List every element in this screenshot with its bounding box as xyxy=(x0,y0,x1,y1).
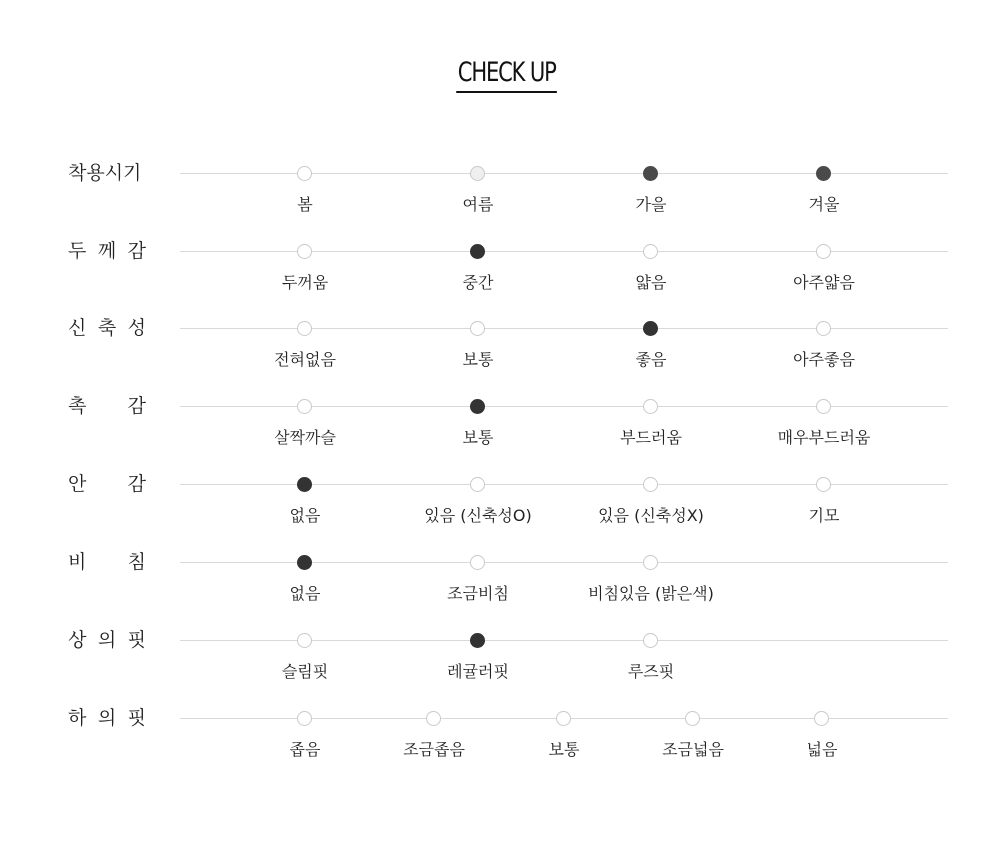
option-label: 좋음 xyxy=(635,350,667,369)
radio-dot[interactable] xyxy=(470,166,485,181)
row-label-char: 하 xyxy=(68,707,87,729)
radio-dot-selected[interactable] xyxy=(470,633,485,648)
option-label: 가을 xyxy=(635,195,667,214)
option-label: 전혀없음 xyxy=(274,350,336,369)
row-label-char: 성 xyxy=(127,317,146,339)
scale-track xyxy=(180,173,948,174)
scale-track xyxy=(180,562,948,563)
option-label: 없음 xyxy=(289,584,321,603)
row-label-char: 축 xyxy=(97,317,117,339)
row-label-char: 상 xyxy=(68,629,87,651)
option-label: 아주좋음 xyxy=(793,350,855,369)
radio-dot[interactable] xyxy=(470,477,485,492)
radio-dot-selected[interactable] xyxy=(297,555,312,570)
option-label: 조금넓음 xyxy=(662,740,724,759)
row-label-char: 핏 xyxy=(127,707,146,729)
row-bottom-fit xyxy=(0,707,1000,778)
option-label: 여름 xyxy=(462,195,494,214)
radio-dot[interactable] xyxy=(297,321,312,336)
row-label xyxy=(68,240,146,262)
radio-dot-selected[interactable] xyxy=(470,399,485,414)
row-label xyxy=(68,629,146,651)
row-label xyxy=(68,317,146,339)
option-label: 살짝까슬 xyxy=(274,428,336,447)
row-label-char: 침 xyxy=(127,551,146,573)
radio-dot[interactable] xyxy=(816,477,831,492)
radio-dot-selected[interactable] xyxy=(643,166,658,181)
radio-dot[interactable] xyxy=(643,555,658,570)
row-label-char: 신 xyxy=(68,317,87,339)
radio-dot[interactable] xyxy=(297,399,312,414)
radio-dot[interactable] xyxy=(297,244,312,259)
row-label-char: 촉 xyxy=(68,395,87,417)
radio-dot[interactable] xyxy=(816,321,831,336)
row-label-char: 안 xyxy=(68,473,87,495)
row-label-char: 두 xyxy=(68,240,87,262)
option-label: 좁음 xyxy=(289,740,321,759)
row-label-char: 핏 xyxy=(127,629,146,651)
scale-track xyxy=(180,328,948,329)
radio-dot[interactable] xyxy=(816,244,831,259)
radio-dot[interactable] xyxy=(297,711,312,726)
option-label: 매우부드러움 xyxy=(777,428,871,447)
row-stretch xyxy=(0,317,1000,388)
scale-track xyxy=(180,640,948,641)
radio-dot-selected[interactable] xyxy=(297,477,312,492)
option-label: 겨울 xyxy=(808,195,840,214)
row-label-char: 감 xyxy=(127,473,146,495)
radio-dot[interactable] xyxy=(643,633,658,648)
option-label: 봄 xyxy=(297,195,313,214)
radio-dot[interactable] xyxy=(556,711,571,726)
radio-dot[interactable] xyxy=(470,321,485,336)
option-label: 있음 (신축성X) xyxy=(598,506,704,525)
radio-dot[interactable] xyxy=(297,166,312,181)
row-label-char: 의 xyxy=(97,629,117,651)
radio-dot[interactable] xyxy=(643,244,658,259)
radio-dot-selected[interactable] xyxy=(470,244,485,259)
scale-track xyxy=(180,484,948,485)
option-label: 두꺼움 xyxy=(281,273,329,292)
radio-dot-selected[interactable] xyxy=(816,166,831,181)
row-texture xyxy=(0,395,1000,466)
option-label: 비침있음 (밝은색) xyxy=(588,584,714,603)
radio-dot[interactable] xyxy=(426,711,441,726)
option-label: 중간 xyxy=(462,273,494,292)
scale-track xyxy=(180,251,948,252)
radio-dot[interactable] xyxy=(643,399,658,414)
option-label: 얇음 xyxy=(635,273,667,292)
radio-dot[interactable] xyxy=(814,711,829,726)
option-label: 레귤러핏 xyxy=(447,662,509,681)
option-label: 있음 (신축성O) xyxy=(424,506,532,525)
row-label xyxy=(68,707,146,729)
radio-dot[interactable] xyxy=(643,477,658,492)
option-label: 조금좁음 xyxy=(403,740,465,759)
row-label-char: 감 xyxy=(127,395,146,417)
row-top-fit xyxy=(0,629,1000,700)
row-label xyxy=(68,551,146,573)
radio-dot[interactable] xyxy=(470,555,485,570)
scale-track xyxy=(180,406,948,407)
checkup-title: CHECK UP xyxy=(456,56,557,93)
row-sheerness xyxy=(0,551,1000,622)
row-label-char: 비 xyxy=(68,551,87,573)
row-label-char: 의 xyxy=(97,707,117,729)
option-label: 루즈핏 xyxy=(627,662,675,681)
row-thickness xyxy=(0,240,1000,311)
radio-dot[interactable] xyxy=(685,711,700,726)
row-wearing-season xyxy=(0,162,1000,233)
option-label: 슬림핏 xyxy=(281,662,329,681)
option-label: 없음 xyxy=(289,506,321,525)
radio-dot-selected[interactable] xyxy=(643,321,658,336)
option-label: 아주얇음 xyxy=(793,273,855,292)
radio-dot[interactable] xyxy=(816,399,831,414)
row-label-char: 감 xyxy=(127,240,146,262)
option-label: 보통 xyxy=(462,428,494,447)
row-label: 착용시기 xyxy=(68,162,142,184)
option-label: 보통 xyxy=(462,350,494,369)
row-label xyxy=(68,473,146,495)
option-label: 조금비침 xyxy=(447,584,509,603)
row-label-char: 께 xyxy=(97,240,117,262)
option-label: 기모 xyxy=(808,506,840,525)
option-label: 부드러움 xyxy=(620,428,682,447)
option-label: 보통 xyxy=(548,740,580,759)
checkup-title-wrap xyxy=(0,56,1000,93)
option-label: 넓음 xyxy=(806,740,838,759)
row-label xyxy=(68,395,146,417)
radio-dot[interactable] xyxy=(297,633,312,648)
row-lining xyxy=(0,473,1000,544)
